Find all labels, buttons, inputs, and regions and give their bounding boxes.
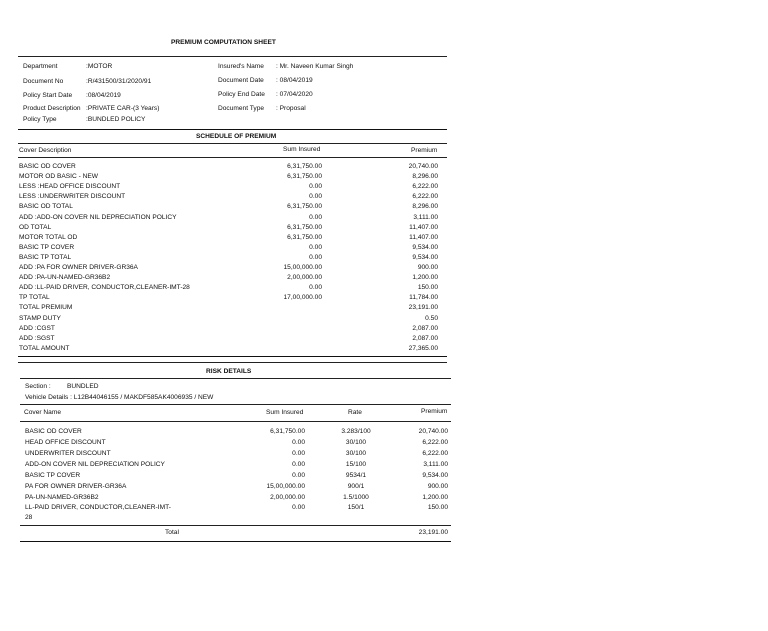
table-row	[0, 472, 768, 482]
sum-insured: 15,00,000.00	[283, 264, 322, 271]
premium: 9,534.00	[412, 253, 438, 261]
divider	[20, 378, 451, 379]
sum-insured: 0.00	[292, 504, 305, 511]
cover-description: MOTOR TOTAL OD	[19, 233, 78, 241]
divider	[18, 157, 447, 158]
rate: 900/1	[347, 483, 365, 490]
table-row	[0, 335, 768, 345]
table-row	[0, 315, 768, 325]
cover-name: LL-PAID DRIVER, CONDUCTOR,CLEANER-IMT-	[25, 504, 171, 511]
divider	[18, 362, 447, 363]
table-row	[0, 325, 768, 335]
cover-description: ADD :SGST	[19, 334, 55, 342]
sum-insured: 0.00	[309, 193, 322, 201]
info-label: Document No	[23, 78, 64, 85]
table-row	[0, 274, 768, 284]
info-value: :PRIVATE CAR-(3 Years)	[86, 105, 160, 112]
info-label: Policy Start Date	[23, 92, 73, 99]
table-row	[0, 173, 768, 183]
premium: 150.00	[417, 284, 438, 292]
premium: 900.00	[417, 264, 438, 271]
sum-insured: 0.00	[309, 243, 322, 251]
cover-name: UNDERWRITER DISCOUNT	[25, 450, 111, 457]
section-value: BUNDLED	[67, 383, 99, 390]
rate: 9534/1	[345, 472, 367, 479]
sum-insured: 0.00	[309, 253, 322, 261]
premium: 11,784.00	[409, 294, 438, 302]
section-label: Section :	[25, 383, 51, 390]
premium: 2,087.00	[412, 334, 438, 342]
info-value: : 07/04/2020	[276, 91, 313, 98]
premium: 1,200.00	[412, 274, 438, 282]
sum-insured: 17,00,000.00	[283, 294, 322, 302]
column-header: Cover Name	[24, 409, 62, 416]
cover-description: LESS :HEAD OFFICE DISCOUNT	[19, 183, 121, 191]
premium: 1,200.00	[422, 494, 448, 501]
table-row	[0, 234, 768, 244]
sum-insured: 15,00,000.00	[266, 483, 305, 490]
premium: 900.00	[427, 483, 448, 490]
rate: 3.283/100	[341, 428, 371, 435]
sum-insured: 6,31,750.00	[287, 223, 322, 231]
premium: 0.50	[425, 314, 438, 322]
premium: 2,087.00	[412, 324, 438, 332]
table-row	[0, 461, 768, 471]
column-header: Cover Description	[19, 147, 72, 154]
divider	[20, 525, 451, 526]
info-value: :BUNDLED POLICY	[86, 116, 146, 123]
cover-description: ADD :ADD-ON COVER NIL DEPRECIATION POLICY	[19, 213, 177, 221]
cover-description: BASIC TP COVER	[19, 243, 75, 251]
vehicle-details: Vehicle Details : L12B44046155 / MAKDF585AK4006935 / NEW	[25, 394, 214, 401]
premium: 11,407.00	[409, 233, 438, 241]
table-row	[0, 439, 768, 449]
rate: 15/100	[345, 461, 367, 468]
table-row	[0, 450, 768, 460]
wrapped-text: 28	[25, 514, 33, 521]
info-label: Product Description	[23, 105, 81, 112]
premium: 20,740.00	[408, 163, 438, 170]
table-row	[0, 193, 768, 203]
divider	[20, 404, 451, 405]
sum-insured: 6,31,750.00	[270, 428, 305, 435]
info-value: : Mr. Naveen Kumar Singh	[276, 63, 354, 70]
column-header: Premium	[421, 408, 448, 415]
column-header: Rate	[348, 409, 362, 416]
info-label: Insured's Name	[218, 63, 264, 70]
cover-description: STAMP DUTY	[19, 314, 61, 322]
column-header: Premium	[411, 147, 438, 154]
table-row	[0, 345, 768, 355]
rate: 30/100	[345, 450, 367, 457]
table-row	[0, 264, 768, 274]
cover-description: TOTAL AMOUNT	[19, 344, 70, 352]
premium: 20,740.00	[418, 428, 448, 435]
info-value: : 08/04/2019	[276, 77, 313, 84]
cover-description: OD TOTAL	[19, 223, 52, 231]
table-row	[0, 294, 768, 304]
table-row	[0, 494, 768, 504]
column-header: Sum Insured	[283, 146, 321, 153]
sum-insured: 0.00	[309, 183, 322, 191]
divider	[20, 421, 451, 422]
schedule-heading: SCHEDULE OF PREMIUM	[196, 133, 277, 140]
info-label: Policy Type	[23, 116, 57, 123]
sum-insured: 6,31,750.00	[287, 163, 322, 170]
sum-insured: 2,00,000.00	[287, 274, 322, 282]
table-row	[0, 428, 768, 438]
sum-insured: 2,00,000.00	[270, 494, 305, 501]
sum-insured: 6,31,750.00	[287, 203, 322, 211]
cover-description: TP TOTAL	[19, 294, 50, 302]
sum-insured: 0.00	[309, 213, 322, 221]
sum-insured: 0.00	[292, 472, 305, 479]
premium: 6,222.00	[422, 450, 448, 457]
premium: 23,191.00	[408, 304, 438, 312]
cover-description: MOTOR OD BASIC - NEW	[19, 173, 99, 181]
divider	[18, 129, 447, 130]
premium: 27,365.00	[408, 344, 438, 352]
sum-insured: 6,31,750.00	[287, 173, 322, 181]
table-row	[0, 304, 768, 314]
cover-name: PA-UN-NAMED-GR36B2	[25, 494, 99, 501]
table-row	[0, 483, 768, 493]
premium: 150.00	[427, 504, 448, 511]
cover-name: BASIC TP COVER	[25, 472, 81, 479]
cover-description: TOTAL PREMIUM	[19, 304, 73, 312]
page-title: PREMIUM COMPUTATION SHEET	[171, 39, 276, 46]
info-value: :R/431500/31/2020/91	[86, 78, 152, 85]
cover-description: BASIC OD TOTAL	[19, 203, 73, 211]
info-label: Policy End Date	[218, 91, 265, 98]
divider	[18, 143, 447, 144]
premium: 3,111.00	[413, 213, 438, 221]
cover-description: LESS :UNDERWRITER DISCOUNT	[19, 193, 126, 201]
premium: 6,222.00	[422, 439, 448, 446]
table-row	[0, 504, 768, 514]
divider	[18, 356, 447, 357]
premium: 11,407.00	[409, 223, 438, 231]
cover-description: ADD :CGST	[19, 324, 55, 332]
cover-description: ADD :PA-UN-NAMED-GR36B2	[19, 274, 111, 282]
cover-description: BASIC TP TOTAL	[19, 253, 72, 261]
premium: 8,296.00	[412, 173, 438, 181]
column-header: Sum Insured	[266, 409, 304, 416]
sum-insured: 6,31,750.00	[287, 233, 322, 241]
table-row	[0, 284, 768, 294]
cover-name: PA FOR OWNER DRIVER-GR36A	[25, 483, 127, 490]
sum-insured: 0.00	[309, 284, 322, 292]
info-value: :MOTOR	[86, 63, 113, 70]
table-row	[0, 244, 768, 254]
info-label: Department	[23, 63, 58, 70]
premium: 6,222.00	[412, 183, 438, 191]
risk-heading: RISK DETAILS	[206, 368, 252, 375]
sum-insured: 0.00	[292, 439, 305, 446]
rate: 30/100	[345, 439, 367, 446]
premium: 8,296.00	[412, 203, 438, 211]
info-label: Document Date	[218, 77, 264, 84]
cover-description: ADD :LL-PAID DRIVER, CONDUCTOR,CLEANER-IMT-28	[19, 284, 190, 292]
table-row	[0, 254, 768, 264]
cover-description: BASIC OD COVER	[19, 163, 76, 170]
info-value: :08/04/2019	[86, 92, 121, 99]
sum-insured: 0.00	[292, 461, 305, 468]
divider	[20, 541, 451, 542]
rate: 150/1	[347, 504, 365, 511]
divider	[18, 56, 447, 57]
premium: 9,534.00	[412, 243, 438, 251]
premium: 6,222.00	[412, 193, 438, 201]
cover-description: ADD :PA FOR OWNER DRIVER-GR36A	[19, 264, 138, 271]
info-label: Document Type	[218, 105, 265, 112]
info-value: : Proposal	[276, 105, 306, 112]
table-row	[0, 214, 768, 224]
sum-insured: 0.00	[292, 450, 305, 457]
table-row	[0, 203, 768, 213]
cover-name: BASIC OD COVER	[25, 428, 82, 435]
table-row	[0, 183, 768, 193]
total-label: Total	[165, 529, 179, 536]
premium: 3,111.00	[423, 461, 448, 468]
rate: 1.5/1000	[343, 494, 369, 501]
premium: 9,534.00	[422, 472, 448, 479]
table-row	[0, 224, 768, 234]
cover-name: ADD-ON COVER NIL DEPRECIATION POLICY	[25, 461, 165, 468]
cover-name: HEAD OFFICE DISCOUNT	[25, 439, 106, 446]
total-value: 23,191.00	[418, 529, 448, 536]
table-row	[0, 163, 768, 173]
